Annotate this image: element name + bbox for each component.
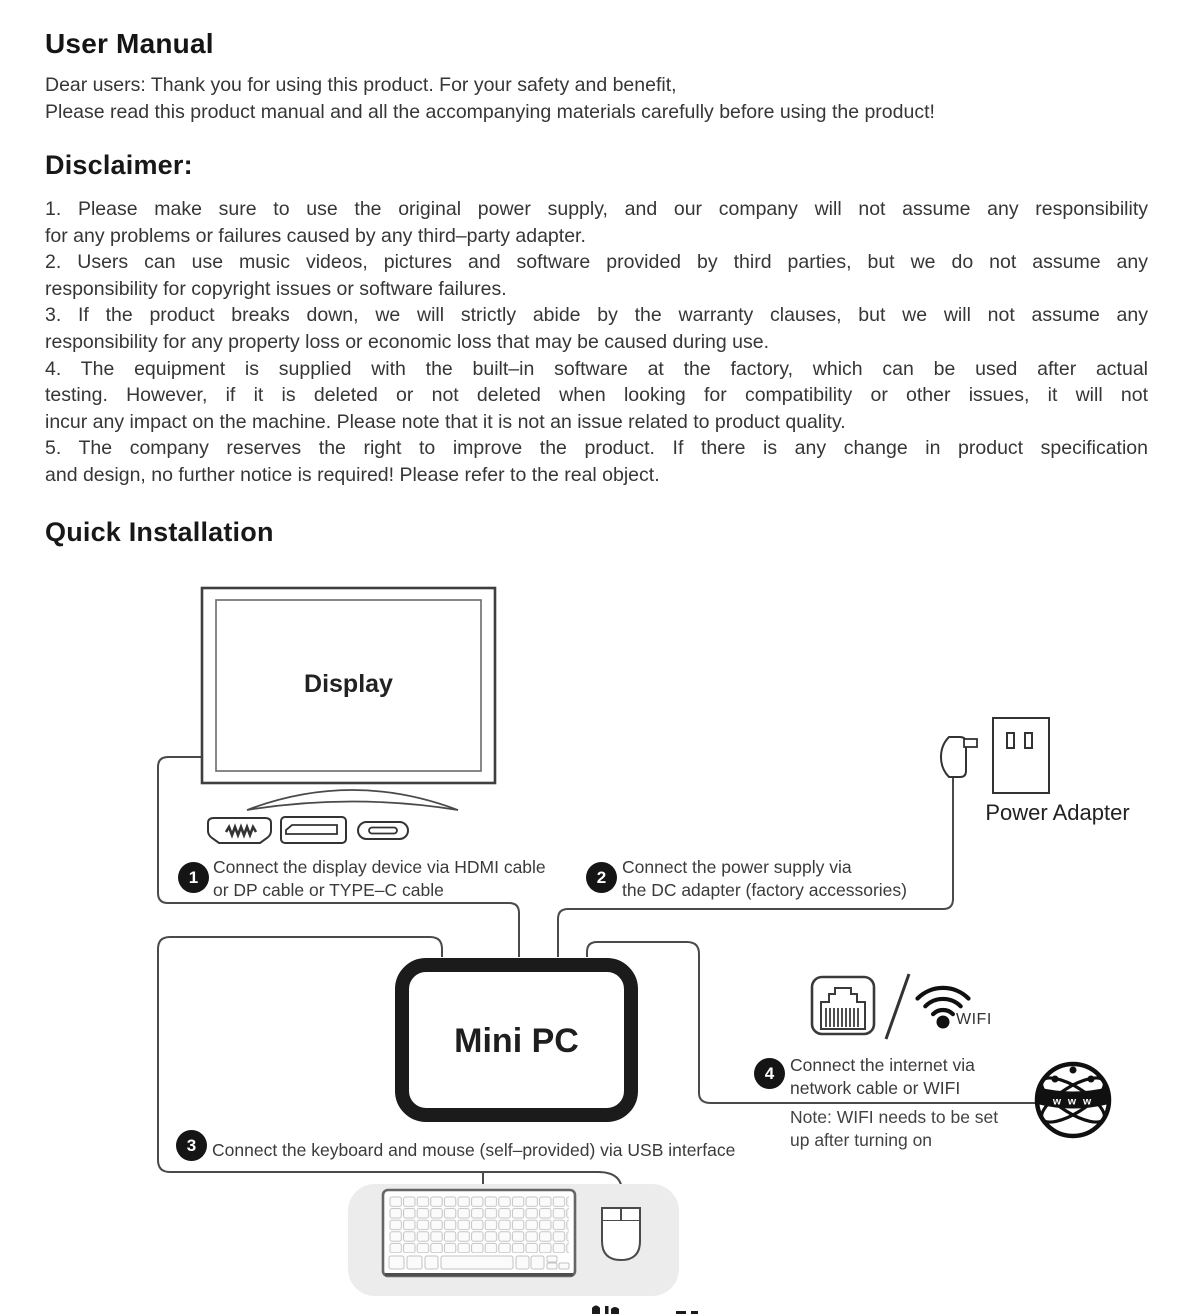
step-2-text: Connect the power supply via the DC adapter (factory accessories) [622,857,907,900]
quick-installation-heading: Quick Installation [45,517,274,547]
www-globe-icon [1036,1064,1111,1136]
disclaimer-line: 5. The company reserves the right to improve the product. If there is any change in product specification [45,437,1148,460]
wifi-note: Note: WIFI needs to be set up after turning on [790,1107,999,1150]
cutoff-text-fragment [592,1306,698,1314]
monitor-stand [247,790,458,810]
typec-port-icon [358,822,408,839]
step-1-badge: 1 [178,862,209,893]
step-1-text: Connect the display device via HDMI cable or DP cable or TYPE–C cable [213,857,546,900]
wifi-label: WIFI [956,1011,992,1028]
power-adapter-label: Power Adapter [985,800,1130,825]
intro-line: Please read this product manual and all the accompanying materials carefully before using the product! [45,101,935,123]
mouse-body [602,1221,640,1260]
step-3-badge: 3 [176,1130,207,1161]
mouse-illustration [602,1208,640,1260]
disclaimer-line: for any problems or failures caused by any third–party adapter. [45,224,586,247]
keyboard-illustration [383,1190,575,1276]
video-ports [208,817,408,843]
display-label: Display [304,670,393,698]
power-plug-icon [941,737,966,777]
wall-outlet-icon [993,718,1049,793]
mouse-left-button [602,1208,621,1221]
disclaimer-line: incur any impact on the machine. Please note that it is not an issue related to product quality. [45,410,846,433]
quick-installation-diagram [0,555,1200,1314]
disclaimer-heading: Disclaimer: [45,150,193,180]
plug-prong [964,739,977,747]
page-title: User Manual [45,28,214,59]
power-adapter-illustration [941,718,1049,793]
disclaimer-line: and design, no further notice is required! Please refer to the real object. [45,463,660,486]
monitor-illustration [202,588,495,810]
disclaimer-line: 4. The equipment is supplied with the built–in software at the factory, which can be used after actual [45,357,1148,380]
www-label: w w w [1052,1095,1094,1108]
disclaimer-line: testing. However, if it is deleted or not deleted when looking for compatibility or other issues, it will not [45,384,1148,407]
disclaimer-line: responsibility for copyright issues or software failures. [45,277,507,300]
step-4-badge: 4 [754,1058,785,1089]
network-icons [812,974,969,1039]
step-3-text: Connect the keyboard and mouse (self–provided) via USB interface [212,1140,736,1160]
peripherals [348,1184,679,1296]
mini-pc-label: Mini PC [454,1022,579,1060]
wifi-dot [937,1016,950,1029]
disclaimer-line: 3. If the product breaks down, we will strictly abide by the warranty clauses, but we will not assume any [45,304,1148,327]
disclaimer-line: 2. Users can use music videos, pictures and software provided by third parties, but we do not assume any [45,251,1148,274]
disclaimer-line: 1. Please make sure to use the original power supply, and our company will not assume any responsibility [45,198,1148,220]
disclaimer-text [45,196,1148,489]
intro-line: Dear users: Thank you for using this product. For your safety and benefit, [45,74,677,96]
step-4-text: Connect the internet via network cable or WIFI [790,1055,975,1098]
slash-divider [886,974,909,1039]
step-2-badge: 2 [586,862,617,893]
mouse-right-button [621,1208,640,1221]
intro-paragraph [45,72,1150,126]
disclaimer-line: responsibility for any property loss or economic loss that may be caused during use. [45,330,770,353]
